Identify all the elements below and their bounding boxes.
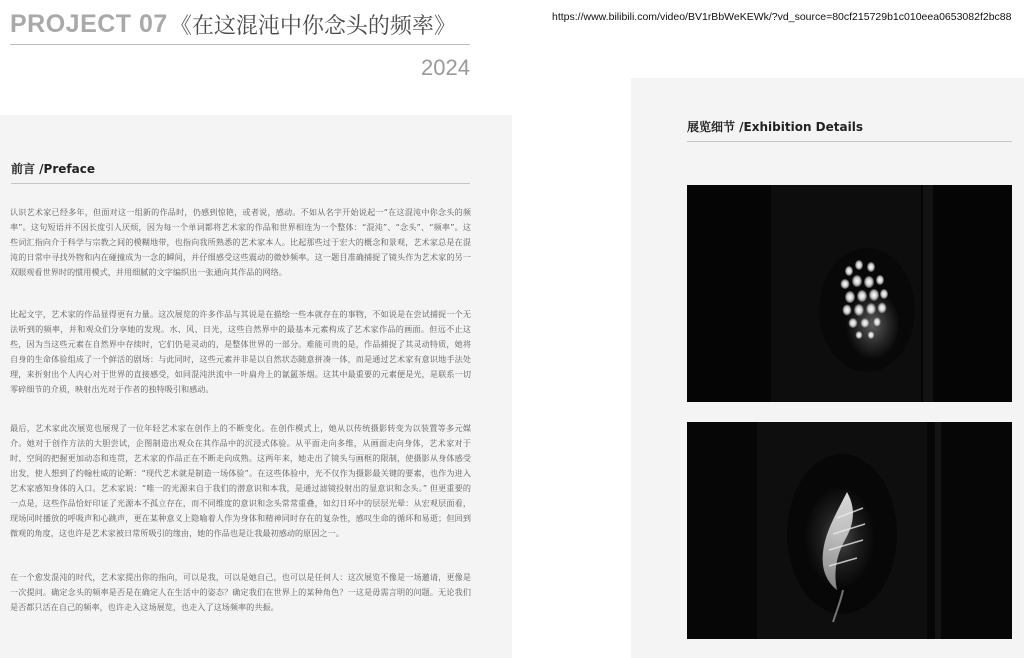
preface-paragraph-2: 比起文字，艺术家的作品显得更有力量。这次展览的许多作品与其说是在描绘一些本就存在的事物，不如说是在尝试捕捉一个无法听到的频率，并和观众们分享她的发现。水、风、日光，这些自然界中的最基本元素构成了艺术家作品的画面。但远不止这些，因为当这些元素在自然界中存续时，它们仍是灵动的，是整体世界的一部分。难能可贵的是，作品捕捉了其灵动特质，她将自身的生命体验组成了一个鲜活的剧场：与此同时，这些元素并非是以自然状态随意拼凑一体，而是通过艺术家有意识地手法处理，来折射出个人内心对于世界的直接感受，如同混沌洪流中一叶扁舟上的氤氲茶烟。这其中最重要的元素便是光，是联系一切零碎细节的介质，映射出光对于作者的独特吸引和感动。: [10, 309, 471, 394]
preface-heading: 前言 /Preface: [11, 162, 95, 176]
page-title: [10, 9, 470, 39]
details-divider: [687, 141, 1012, 142]
project-title: 《在这混沌中你念头的频率》: [169, 14, 456, 39]
photo-icon: [687, 185, 1012, 402]
preface-divider: [11, 183, 470, 184]
details-heading: 展览细节 /Exhibition Details: [687, 120, 863, 134]
project-year: 2024: [421, 55, 470, 80]
exhibition-photo-1: [687, 185, 1012, 402]
exhibition-photo-2: [687, 422, 1012, 639]
preface-paragraph-1: 认识艺术家已经多年，但面对这一组新的作品时，仍感到惊艳，或者说，感动。不如从名字开始说起一“在这混沌中你念头的频率”。这句短语并不因长度引人厌烦，因为每一个单词都将艺术家的作品和世界相连为一个整体：“混沌”、“念头”、“频率”。这些词汇指向介于科学与宗教之间的模糊地带，也指向我所熟悉的艺术家本人。比起那些过于宏大的概念和景观，艺术家总是在混沌的日常中寻找外物和内在碰撞成为一念的瞬间，并仔细感受这些震动的微妙频率。这一题目准确捕捉了镜头作为艺术家的另一双眼观看世界时的惯用模式，并用细腻的文字编织出一张通向其作品的网络。: [10, 207, 471, 277]
photo-icon: [687, 422, 1012, 639]
preface-paragraph-4: 在一个愈发混沌的时代，艺术家提出你的指向，可以是我，可以是她自己，也可以是任何人：这次展览不像是一场邀请，更像是一次提问。确定念头的频率是否是在确定人在生活中的姿态？确定我们在世界上的某种角色？一这是毋需言明的问题。无论我们是否都只活在自己的频率，也许走入这场展览，也走入了这场频率的共振。: [10, 572, 471, 612]
project-label: PROJECT 07: [10, 10, 168, 38]
preface-paragraph-3: 最后，艺术家此次展览也展现了一位年轻艺术家在创作上的不断变化。在创作模式上，她从以传统摄影转变为以装置等多元媒介。她对于创作方法的大胆尝试，企图制造出观众在其作品中的沉浸式体验。从平面走向多维，从画面走向身体，艺术家对于时、空间的把握更加动态和连贯，艺术家的作品正在不断走向成熟。这两年来，她走出了镜头与画框的限制，使摄影从身体感受出发，使人想到了约翰杜威的论断：“现代艺术就是制造一场体验”。在这些体验中，光不仅作为摄影最关键的要素，也作为进入艺术家感知身体的入口。艺术家说：“唯一的光源来自于我们的潜意识和本我，是通过滤镜投射出的显意识和念头。” 但更重要的一点是，这些作品恰好印证了光源本不孤立存在，而不同维度的意识和念头常常重叠，如幻日环中的层层光晕：从宏观层面看，现场同时播放的呼吸声和心跳声，更在某种意义上隐喻着人作为身体和精神同时存在的复杂性，感叹生命的循环和易逝；但回到微观的角度，这也许是艺术家被日常所吸引的缘由，她的作品也是让我最初感动的原因之一。: [10, 423, 471, 538]
video-url-link[interactable]: https://www.bilibili.com/video/BV1rBbWeKEWk/?vd_source=80cf215729b1c010eea0653082f2bc88: [552, 11, 1012, 23]
title-divider: [10, 44, 470, 45]
